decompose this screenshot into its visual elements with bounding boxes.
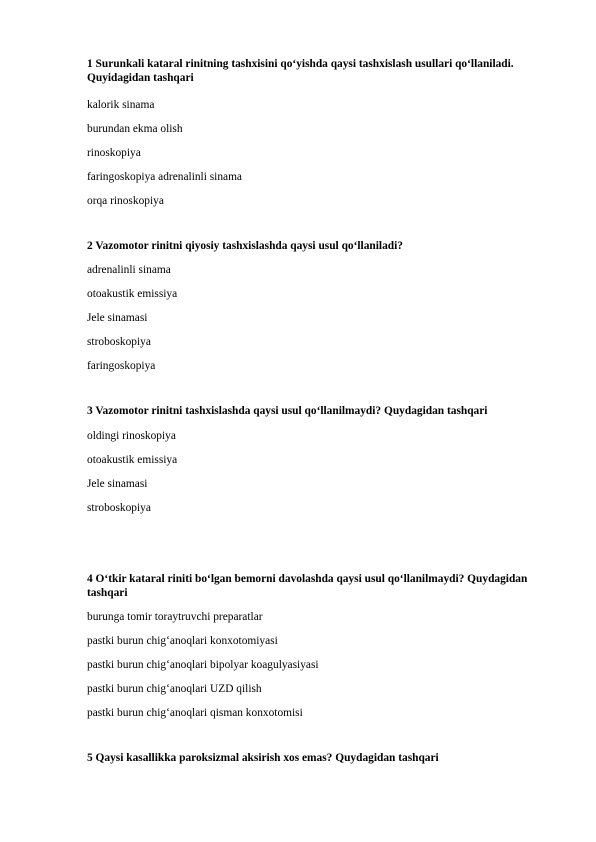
question-5-text: 5 Qaysi kasallikka paroksizmal aksirish xos emas? Quydagidan tashqari: [87, 752, 439, 764]
question-3-option-4: stroboskopiya: [87, 502, 151, 514]
question-4-text: 4 O‘tkir kataral riniti bo‘lgan bemorni davolashda qaysi usul qo‘llanilmaydi? Quydagidan tashqari: [87, 573, 528, 599]
question-1-option-5: orqa rinoskopiya: [87, 195, 164, 207]
question-4-option-3: pastki burun chig‘anoqlari bipolyar koagulyasiyasi: [87, 659, 319, 671]
question-2-option-1: adrenalinli sinama: [87, 264, 171, 276]
question-4-option-4: pastki burun chig‘anoqlari UZD qilish: [87, 683, 262, 695]
question-2-option-4: stroboskopiya: [87, 336, 151, 348]
question-2-text: 2 Vazomotor rinitni qiyosiy tashxislashda qaysi usul qo‘llaniladi?: [87, 240, 403, 252]
question-3-option-1: oldingi rinoskopiya: [87, 430, 176, 442]
question-3-option-2: otoakustik emissiya: [87, 454, 178, 466]
question-4-option-5: pastki burun chig‘anoqlari qisman konxotomisi: [87, 707, 303, 719]
question-4-option-2: pastki burun chig‘anoqlari konxotomiyasi: [87, 635, 278, 647]
question-1-option-1: kalorik sinama: [87, 99, 155, 111]
question-1-option-3: rinoskopiya: [87, 147, 141, 159]
question-3-option-3: Jele sinamasi: [87, 478, 148, 490]
question-1-option-2: burundan ekma olish: [87, 123, 183, 135]
question-1-text: 1 Surunkali kataral rinitning tashxisini qo‘yishda qaysi tashxislash usullari qo‘llaniladi. Quyidagidan tashqari: [87, 58, 514, 84]
question-3-text: 3 Vazomotor rinitni tashxislashda qaysi usul qo‘llanilmaydi? Quydagidan tashqari: [87, 405, 488, 417]
question-1-option-4: faringoskopiya adrenalinli sinama: [87, 171, 242, 183]
question-2-option-2: otoakustik emissiya: [87, 288, 178, 300]
question-4-option-1: burunga tomir toraytruvchi preparatlar: [87, 611, 263, 623]
question-2-option-5: faringoskopiya: [87, 360, 156, 372]
question-2-option-3: Jele sinamasi: [87, 312, 148, 324]
